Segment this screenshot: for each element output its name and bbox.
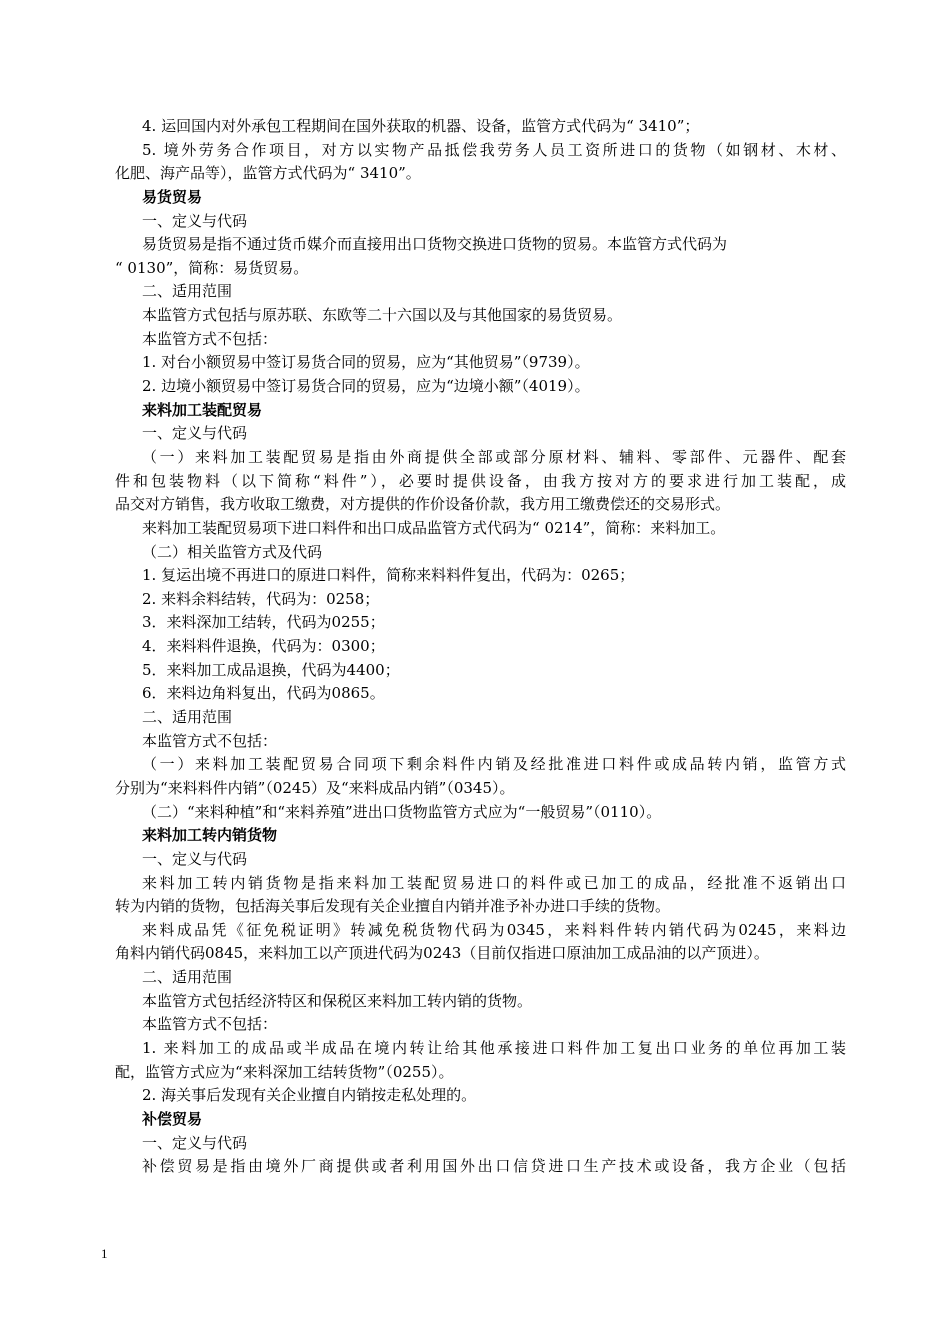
text-line: 补偿贸易是指由境外厂商提供或者利用国外出口信贷进口生产技术或设备，我方企业（包括 [142, 1157, 846, 1176]
text-line: 来料成品凭《征免税证明》转减免税货物代码为0345，来料料件转内销代码为0245，来料边 [142, 920, 846, 939]
text-line: 本监管方式不包括： [142, 1015, 278, 1034]
section-heading: 来料加工装配贸易 [142, 400, 263, 419]
text-line: 品交对方销售，我方收取工缴费，对方提供的作价设备价款，我方用工缴费偿还的交易形式。 [115, 495, 731, 514]
text-line: 6．来料边角料复出，代码为0865。 [142, 684, 385, 703]
text-line: 4．来料料件退换，代码为：0300； [142, 637, 385, 656]
document-body [0, 115, 950, 1179]
text-line: 一、定义与代码 [142, 849, 248, 868]
text-line: 本监管方式包括与原苏联、东欧等二十六国以及与其他国家的易货贸易。 [142, 306, 623, 325]
text-line: 配，监管方式应为“来料深加工结转货物”（0255）。 [115, 1062, 454, 1081]
text-line: 一、定义与代码 [142, 424, 248, 443]
text-line: 件和包装物料（以下简称“料件”），必要时提供设备，由我方按对方的要求进行加工装配，成 [115, 471, 846, 490]
text-line: 本监管方式不包括： [142, 731, 278, 750]
text-line: 本监管方式包括经济特区和保税区来料加工转内销的货物。 [142, 991, 533, 1010]
text-line: 转为内销的货物，包括海关事后发现有关企业擅自内销并准予补办进口手续的货物。 [115, 897, 671, 916]
text-line: 5. 境外劳务合作项目，对方以实物产品抵偿我劳务人员工资所进口的货物（如钢材、木材、 [142, 140, 846, 159]
text-line: 2. 来料余料结转，代码为：0258； [142, 589, 380, 608]
text-line: 二、适用范围 [142, 968, 233, 987]
text-line: 1. 对台小额贸易中签订易货合同的贸易，应为“其他贸易”（9739）。 [142, 353, 590, 372]
text-line: 角料内销代码0845，来料加工以产顶进代码为0243（目前仅指进口原油加工成品油的以产顶进）。 [115, 944, 769, 963]
section-heading: 补偿贸易 [142, 1109, 203, 1128]
text-line: （二）“来料种植”和“来料养殖”进出口货物监管方式应为“一般贸易”（0110）。 [142, 802, 662, 821]
text-line: （一）来料加工装配贸易是指由外商提供全部或部分原材料、辅料、零部件、元器件、配套 [142, 447, 846, 466]
text-line: 2. 边境小额贸易中签订易货合同的贸易，应为“边境小额”（4019）。 [142, 377, 590, 396]
text-line: 1. 来料加工的成品或半成品在境内转让给其他承接进口料件加工复出口业务的单位再加工装 [142, 1038, 846, 1057]
text-line: 二、适用范围 [142, 708, 233, 727]
text-line: 1. 复运出境不再进口的原进口料件，简称来料料件复出，代码为：0265； [142, 566, 635, 585]
text-line: 2. 海关事后发现有关企业擅自内销按走私处理的。 [142, 1086, 477, 1105]
text-line: 4. 运回国内对外承包工程期间在国外获取的机器、设备，监管方式代码为“ 3410”； [142, 117, 700, 135]
text-line: 本监管方式不包括： [142, 329, 278, 348]
page-number: 1 [101, 1246, 108, 1261]
text-line: 分别为“来料料件内销”（0245）及“来料成品内销”（0345）。 [115, 778, 515, 797]
text-line: 5．来料加工成品退换，代码为4400； [142, 660, 400, 679]
text-line: 一、定义与代码 [142, 1133, 248, 1152]
text-line: 3．来料深加工结转，代码为0255； [142, 613, 385, 632]
text-line: “ 0130”，简称：易货贸易。 [115, 258, 309, 277]
text-line: 来料加工转内销货物是指来料加工装配贸易进口的料件或已加工的成品，经批准不返销出口 [142, 873, 846, 892]
text-line: 易货贸易是指不通过货币媒介而直接用出口货物交换进口货物的贸易。本监管方式代码为 [142, 235, 728, 254]
text-line: 一、定义与代码 [142, 211, 248, 230]
text-line: （二）相关监管方式及代码 [142, 542, 323, 561]
text-line: 二、适用范围 [142, 282, 233, 301]
text-line: 来料加工装配贸易项下进口料件和出口成品监管方式代码为“ 0214”，简称：来料加工。 [142, 518, 726, 537]
section-heading: 来料加工转内销货物 [142, 826, 278, 845]
text-line: （一）来料加工装配贸易合同项下剩余料件内销及经批准进口料件或成品转内销，监管方式 [142, 755, 846, 774]
section-heading: 易货贸易 [142, 187, 203, 206]
text-line: 化肥、海产品等），监管方式代码为“ 3410”。 [115, 164, 421, 183]
